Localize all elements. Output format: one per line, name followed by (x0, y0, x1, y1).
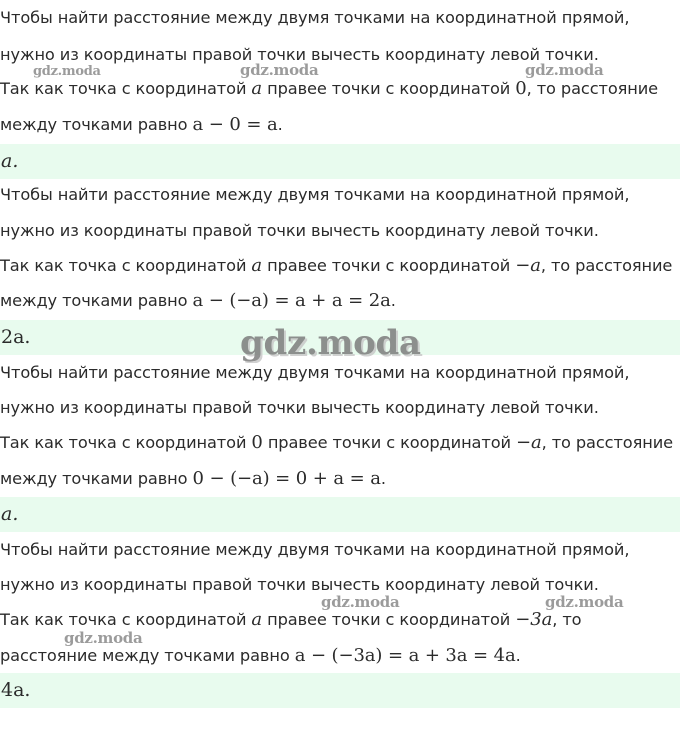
math-expression: a − (−a) = a + a = 2a (192, 290, 391, 311)
text-segment: Так как точка с координатой (0, 433, 252, 452)
answer-box-4 (0, 673, 680, 708)
math-term: −a (515, 432, 542, 453)
watermark-large: gdz.moda (240, 323, 421, 363)
answer-box-1 (0, 144, 680, 179)
watermark: gdz.moda (64, 629, 143, 647)
text-segment: . (390, 291, 396, 310)
watermark: gdz.moda (525, 61, 604, 79)
solution-4-line-1: Чтобы найти расстояние между двумя точками на координатной прямой, (0, 540, 630, 559)
solution-3-line-2: нужно из координаты правой точки вычесть координату левой точки. (0, 398, 599, 417)
text-segment: . (277, 115, 283, 134)
text-segment: . (380, 469, 386, 488)
math-term: −3a (515, 609, 553, 630)
solution-3-line-4 (0, 469, 386, 489)
text-segment: между точками равно (0, 115, 193, 134)
text-segment: правее точки с координатой (262, 79, 516, 98)
text-segment: между точками равно (0, 469, 193, 488)
text-segment: Так как точка с координатой (0, 79, 252, 98)
answer-text: a. (1, 150, 19, 172)
answer-text: 2a. (1, 326, 31, 348)
text-segment: между точками равно (0, 291, 193, 310)
math-expression: a − 0 = a (192, 114, 278, 135)
text-segment: , то расстояние (541, 433, 674, 452)
math-term: a (251, 609, 263, 630)
math-term: a (251, 78, 263, 99)
solution-2-line-3 (0, 256, 672, 276)
text-segment: расстояние между точками равно (0, 646, 295, 665)
solution-4-line-4 (0, 646, 521, 666)
watermark: gdz.moda (545, 593, 624, 611)
text-segment: , то расстояние (540, 256, 673, 275)
text-segment: Так как точка с координатой (0, 256, 252, 275)
solution-1-line-2: нужно из координаты правой точки вычесть координату левой точки. (0, 45, 599, 64)
text-segment: . (515, 646, 521, 665)
solution-1-line-3 (0, 79, 658, 99)
solution-2-line-2: нужно из координаты правой точки вычесть координату левой точки. (0, 221, 599, 240)
math-term: 0 (251, 432, 263, 453)
answer-text: a. (1, 503, 19, 525)
text-segment: , то расстояние (526, 79, 659, 98)
watermark: gdz.moda (321, 593, 400, 611)
solution-2-line-1: Чтобы найти расстояние между двумя точками на координатной прямой, (0, 185, 630, 204)
answer-box-3 (0, 497, 680, 532)
watermark: gdz.moda (33, 64, 101, 79)
answer-text: 4a. (1, 679, 31, 701)
solution-4-line-3 (0, 610, 581, 630)
solution-2-line-4 (0, 291, 396, 311)
text-segment: правее точки с координатой (262, 256, 516, 275)
text-segment: правее точки с координатой (262, 433, 516, 452)
text-segment: , то (552, 610, 582, 629)
solution-4-line-2: нужно из координаты правой точки вычесть координату левой точки. (0, 575, 599, 594)
math-term: −a (515, 255, 541, 276)
watermark: gdz.moda (240, 61, 319, 79)
solution-3-line-1: Чтобы найти расстояние между двумя точками на координатной прямой, (0, 363, 630, 382)
solution-3-line-3 (0, 433, 673, 453)
solution-1-line-4 (0, 115, 283, 135)
solution-1-line-1: Чтобы найти расстояние между двумя точками на координатной прямой, (0, 8, 630, 27)
text-segment: правее точки с координатой (262, 610, 516, 629)
math-term: a (251, 255, 263, 276)
math-term: 0 (515, 78, 527, 99)
text-segment: Так как точка с координатой (0, 610, 252, 629)
math-expression: a − (−3a) = a + 3a = 4a (294, 645, 516, 666)
math-expression: 0 − (−a) = 0 + a = a (192, 468, 381, 489)
